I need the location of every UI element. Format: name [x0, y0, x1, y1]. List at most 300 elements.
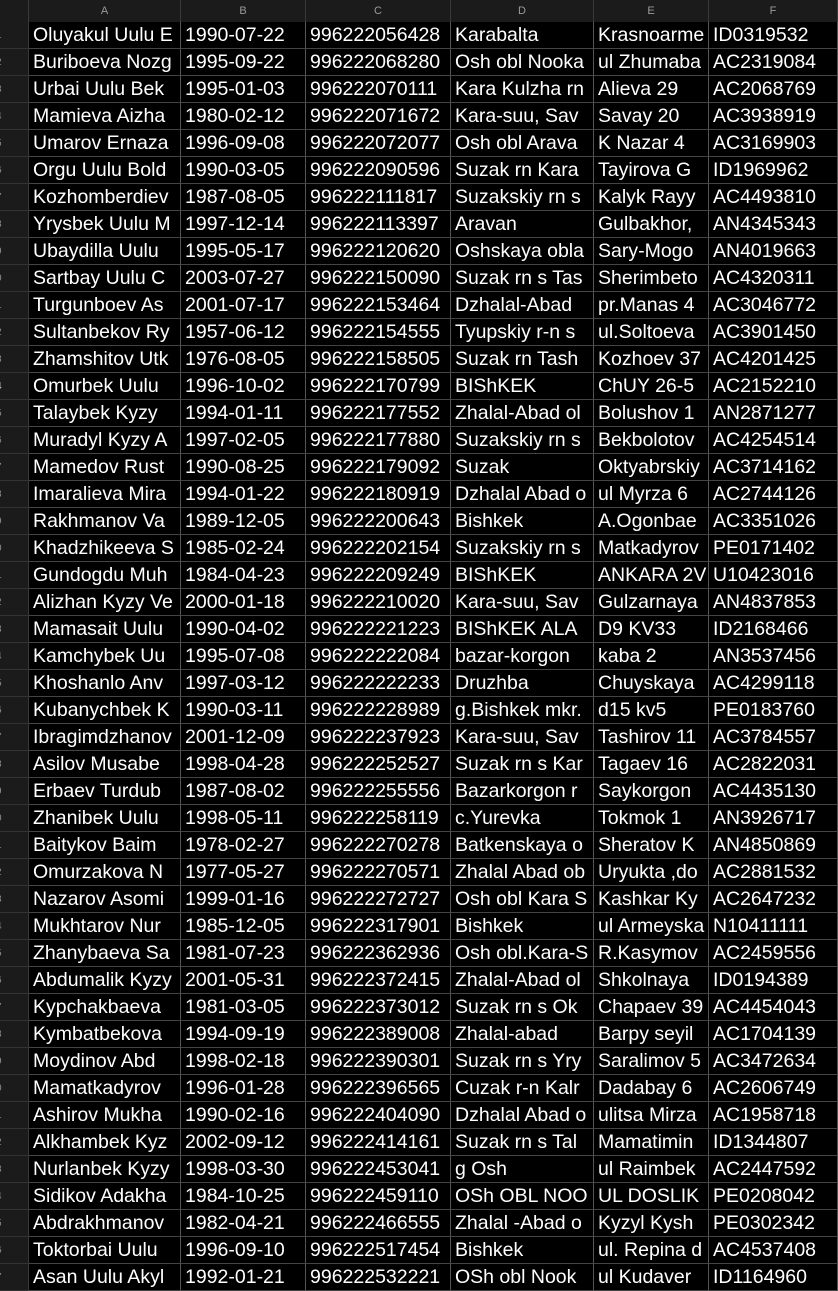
cell-birth-date[interactable]: 1998-02-18 — [181, 1048, 306, 1075]
cell-name[interactable]: Mamatkadyrov — [29, 1075, 181, 1102]
cell-phone[interactable]: 996222200643 — [306, 508, 451, 535]
cell-phone[interactable]: 996222362936 — [306, 940, 451, 967]
cell-birth-date[interactable]: 1990-08-25 — [181, 454, 306, 481]
cell-birth-date[interactable]: 1996-10-02 — [181, 373, 306, 400]
row-header[interactable] — [0, 49, 29, 76]
row-header[interactable] — [0, 751, 29, 778]
cell-birth-date[interactable]: 1998-03-30 — [181, 1156, 306, 1183]
cell-phone[interactable]: 996222068280 — [306, 49, 451, 76]
cell-document-id[interactable]: AC4454043 — [709, 994, 838, 1021]
select-all-corner[interactable] — [0, 0, 29, 22]
cell-name[interactable]: Kubanychbek K — [29, 697, 181, 724]
cell-phone[interactable]: 996222258119 — [306, 805, 451, 832]
cell-name[interactable]: Alizhan Kyzy Ve — [29, 589, 181, 616]
cell-address[interactable]: Savay 20 — [594, 103, 709, 130]
cell-birth-date[interactable]: 1990-04-02 — [181, 616, 306, 643]
cell-region[interactable]: Bishkek — [451, 913, 594, 940]
cell-region[interactable]: Zhalal-abad — [451, 1021, 594, 1048]
cell-phone[interactable]: 996222177552 — [306, 400, 451, 427]
cell-name[interactable]: Yrysbek Uulu M — [29, 211, 181, 238]
cell-phone[interactable]: 996222072077 — [306, 130, 451, 157]
row-header[interactable] — [0, 1183, 29, 1210]
cell-phone[interactable]: 996222153464 — [306, 292, 451, 319]
cell-birth-date[interactable]: 1998-04-28 — [181, 751, 306, 778]
cell-region[interactable]: Batkenskaya o — [451, 832, 594, 859]
cell-name[interactable]: Ashirov Mukha — [29, 1102, 181, 1129]
cell-document-id[interactable]: U10423016 — [709, 562, 838, 589]
cell-address[interactable]: Barpy seyil — [594, 1021, 709, 1048]
cell-document-id[interactable]: PE0171402 — [709, 535, 838, 562]
cell-address[interactable]: Alieva 29 — [594, 76, 709, 103]
cell-address[interactable]: Tayirova G — [594, 157, 709, 184]
cell-address[interactable]: ul Armeyska — [594, 913, 709, 940]
cell-birth-date[interactable]: 1994-01-22 — [181, 481, 306, 508]
cell-birth-date[interactable]: 2003-07-27 — [181, 265, 306, 292]
cell-region[interactable]: OSh OBL NOO — [451, 1183, 594, 1210]
cell-region[interactable]: Suzak rn Kara — [451, 157, 594, 184]
cell-document-id[interactable]: AC3901450 — [709, 319, 838, 346]
cell-name[interactable]: Kymbatbekova — [29, 1021, 181, 1048]
cell-region[interactable]: Karabalta — [451, 22, 594, 49]
row-header[interactable] — [0, 967, 29, 994]
cell-phone[interactable]: 996222414161 — [306, 1129, 451, 1156]
cell-birth-date[interactable]: 1990-03-05 — [181, 157, 306, 184]
cell-birth-date[interactable]: 1995-05-17 — [181, 238, 306, 265]
cell-birth-date[interactable]: 1987-08-02 — [181, 778, 306, 805]
row-header[interactable] — [0, 76, 29, 103]
row-header[interactable] — [0, 1129, 29, 1156]
cell-phone[interactable]: 996222270278 — [306, 832, 451, 859]
cell-address[interactable]: Tokmok 1 — [594, 805, 709, 832]
cell-region[interactable]: BIShKEK ALA — [451, 616, 594, 643]
cell-address[interactable]: ul Zhumaba — [594, 49, 709, 76]
cell-name[interactable]: Asilov Musabe — [29, 751, 181, 778]
cell-name[interactable]: Baitykov Baim — [29, 832, 181, 859]
cell-name[interactable]: Oluyakul Uulu E — [29, 22, 181, 49]
cell-region[interactable]: Suzak rn s Ok — [451, 994, 594, 1021]
cell-name[interactable]: Muradyl Kyzy A — [29, 427, 181, 454]
cell-region[interactable]: Dzhalal-Abad — [451, 292, 594, 319]
cell-document-id[interactable]: ID0194389 — [709, 967, 838, 994]
cell-name[interactable]: Zhamshitov Utk — [29, 346, 181, 373]
cell-region[interactable]: Zhalal-Abad ol — [451, 400, 594, 427]
cell-name[interactable]: Zhanybaeva Sa — [29, 940, 181, 967]
cell-region[interactable]: Suzakskiy rn s — [451, 427, 594, 454]
column-header-c[interactable]: C — [306, 0, 451, 22]
cell-phone[interactable]: 996222170799 — [306, 373, 451, 400]
row-header[interactable] — [0, 535, 29, 562]
cell-document-id[interactable]: AC2744126 — [709, 481, 838, 508]
cell-document-id[interactable]: AC2881532 — [709, 859, 838, 886]
cell-birth-date[interactable]: 1990-02-16 — [181, 1102, 306, 1129]
cell-name[interactable]: Khadzhikeeva S — [29, 535, 181, 562]
cell-phone[interactable]: 996222459110 — [306, 1183, 451, 1210]
cell-birth-date[interactable]: 1981-07-23 — [181, 940, 306, 967]
cell-birth-date[interactable]: 1977-05-27 — [181, 859, 306, 886]
cell-address[interactable]: Oktyabrskiy — [594, 454, 709, 481]
cell-document-id[interactable]: AC3784557 — [709, 724, 838, 751]
cell-region[interactable]: Dzhalal Abad o — [451, 481, 594, 508]
column-header-d[interactable]: D — [451, 0, 594, 22]
cell-address[interactable]: d15 kv5 — [594, 697, 709, 724]
cell-address[interactable]: Bolushov 1 — [594, 400, 709, 427]
cell-region[interactable]: Kara-suu, Sav — [451, 589, 594, 616]
row-header[interactable] — [0, 859, 29, 886]
cell-phone[interactable]: 996222517454 — [306, 1237, 451, 1264]
cell-document-id[interactable]: AC2459556 — [709, 940, 838, 967]
cell-region[interactable]: Kara-suu, Sav — [451, 103, 594, 130]
cell-address[interactable]: Kalyk Rayy — [594, 184, 709, 211]
cell-phone[interactable]: 996222158505 — [306, 346, 451, 373]
cell-region[interactable]: BIShKEK — [451, 373, 594, 400]
cell-document-id[interactable]: AC4254514 — [709, 427, 838, 454]
row-header[interactable] — [0, 454, 29, 481]
row-header[interactable] — [0, 778, 29, 805]
cell-document-id[interactable]: PE0302342 — [709, 1210, 838, 1237]
cell-birth-date[interactable]: 1987-08-05 — [181, 184, 306, 211]
cell-birth-date[interactable]: 1994-01-11 — [181, 400, 306, 427]
cell-address[interactable]: Kashkar Ky — [594, 886, 709, 913]
cell-phone[interactable]: 996222177880 — [306, 427, 451, 454]
cell-name[interactable]: Abdumalik Kyzy — [29, 967, 181, 994]
cell-document-id[interactable]: AN4345343 — [709, 211, 838, 238]
cell-name[interactable]: Urbai Uulu Bek — [29, 76, 181, 103]
row-header[interactable] — [0, 1048, 29, 1075]
cell-phone[interactable]: 996222120620 — [306, 238, 451, 265]
cell-address[interactable]: Bekbolotov — [594, 427, 709, 454]
cell-document-id[interactable]: AC4299118 — [709, 670, 838, 697]
cell-name[interactable]: Rakhmanov Va — [29, 508, 181, 535]
row-header[interactable] — [0, 157, 29, 184]
cell-document-id[interactable]: ID0319532 — [709, 22, 838, 49]
cell-birth-date[interactable]: 2001-12-09 — [181, 724, 306, 751]
cell-name[interactable]: Moydinov Abd — [29, 1048, 181, 1075]
cell-document-id[interactable]: AC2152210 — [709, 373, 838, 400]
cell-birth-date[interactable]: 1995-01-03 — [181, 76, 306, 103]
cell-name[interactable]: Omurbek Uulu — [29, 373, 181, 400]
row-header[interactable] — [0, 697, 29, 724]
cell-document-id[interactable]: AC1958718 — [709, 1102, 838, 1129]
column-header-f[interactable]: F — [709, 0, 838, 22]
row-header[interactable] — [0, 427, 29, 454]
cell-birth-date[interactable]: 2000-01-18 — [181, 589, 306, 616]
cell-phone[interactable]: 996222154555 — [306, 319, 451, 346]
cell-birth-date[interactable]: 1997-03-12 — [181, 670, 306, 697]
cell-document-id[interactable]: AC2447592 — [709, 1156, 838, 1183]
cell-birth-date[interactable]: 1984-10-25 — [181, 1183, 306, 1210]
cell-document-id[interactable]: PE0208042 — [709, 1183, 838, 1210]
cell-document-id[interactable]: AC2319084 — [709, 49, 838, 76]
cell-region[interactable]: Osh obl Kara S — [451, 886, 594, 913]
row-header[interactable] — [0, 616, 29, 643]
cell-birth-date[interactable]: 1957-06-12 — [181, 319, 306, 346]
cell-phone[interactable]: 996222237923 — [306, 724, 451, 751]
cell-region[interactable]: Druzhba — [451, 670, 594, 697]
cell-name[interactable]: Ubaydilla Uulu — [29, 238, 181, 265]
cell-address[interactable]: Saralimov 5 — [594, 1048, 709, 1075]
cell-birth-date[interactable]: 1978-02-27 — [181, 832, 306, 859]
cell-document-id[interactable]: AC2822031 — [709, 751, 838, 778]
cell-birth-date[interactable]: 1994-09-19 — [181, 1021, 306, 1048]
cell-birth-date[interactable]: 1990-07-22 — [181, 22, 306, 49]
cell-name[interactable]: Mukhtarov Nur — [29, 913, 181, 940]
row-header[interactable] — [0, 373, 29, 400]
row-header[interactable] — [0, 211, 29, 238]
cell-phone[interactable]: 996222404090 — [306, 1102, 451, 1129]
cell-phone[interactable]: 996222071672 — [306, 103, 451, 130]
cell-region[interactable]: Bishkek — [451, 1237, 594, 1264]
cell-address[interactable]: Dadabay 6 — [594, 1075, 709, 1102]
cell-region[interactable]: Zhalal -Abad o — [451, 1210, 594, 1237]
cell-address[interactable]: K Nazar 4 — [594, 130, 709, 157]
cell-birth-date[interactable]: 1997-12-14 — [181, 211, 306, 238]
cell-region[interactable]: Suzakskiy rn s — [451, 184, 594, 211]
cell-address[interactable]: ul Myrza 6 — [594, 481, 709, 508]
cell-name[interactable]: Nurlanbek Kyzy — [29, 1156, 181, 1183]
cell-address[interactable]: ulitsa Mirza — [594, 1102, 709, 1129]
cell-name[interactable]: Mamedov Rust — [29, 454, 181, 481]
row-header[interactable] — [0, 670, 29, 697]
cell-name[interactable]: Asan Uulu Akyl — [29, 1264, 181, 1291]
cell-region[interactable]: Oshskaya obla — [451, 238, 594, 265]
cell-name[interactable]: Kamchybek Uu — [29, 643, 181, 670]
cell-phone[interactable]: 996222252527 — [306, 751, 451, 778]
cell-document-id[interactable]: AC2647232 — [709, 886, 838, 913]
cell-region[interactable]: Kara-suu, Sav — [451, 724, 594, 751]
cell-address[interactable]: A.Ogonbae — [594, 508, 709, 535]
cell-document-id[interactable]: AC3472634 — [709, 1048, 838, 1075]
cell-address[interactable]: ANKARA 2V — [594, 562, 709, 589]
cell-birth-date[interactable]: 2001-05-31 — [181, 967, 306, 994]
cell-address[interactable]: pr.Manas 4 — [594, 292, 709, 319]
row-header[interactable] — [0, 643, 29, 670]
cell-name[interactable]: Mamieva Aizha — [29, 103, 181, 130]
row-header[interactable] — [0, 1156, 29, 1183]
cell-region[interactable]: Suzak — [451, 454, 594, 481]
cell-document-id[interactable]: AC4435130 — [709, 778, 838, 805]
cell-document-id[interactable]: AC3351026 — [709, 508, 838, 535]
cell-address[interactable]: Shkolnaya — [594, 967, 709, 994]
row-header[interactable] — [0, 319, 29, 346]
cell-document-id[interactable]: AN4019663 — [709, 238, 838, 265]
cell-document-id[interactable]: AC4201425 — [709, 346, 838, 373]
cell-phone[interactable]: 996222180919 — [306, 481, 451, 508]
row-header[interactable] — [0, 22, 29, 49]
cell-birth-date[interactable]: 1995-09-22 — [181, 49, 306, 76]
cell-address[interactable]: Gulbakhor, — [594, 211, 709, 238]
cell-name[interactable]: Kypchakbaeva — [29, 994, 181, 1021]
cell-phone[interactable]: 996222113397 — [306, 211, 451, 238]
cell-name[interactable]: Gundogdu Muh — [29, 562, 181, 589]
cell-address[interactable]: ChUY 26-5 — [594, 373, 709, 400]
cell-region[interactable]: Suzak rn Tash — [451, 346, 594, 373]
cell-address[interactable]: ul Kudaver — [594, 1264, 709, 1291]
cell-phone[interactable]: 996222270571 — [306, 859, 451, 886]
cell-region[interactable]: Suzakskiy rn s — [451, 535, 594, 562]
row-header[interactable] — [0, 346, 29, 373]
cell-phone[interactable]: 996222056428 — [306, 22, 451, 49]
cell-document-id[interactable]: N10411111 — [709, 913, 838, 940]
cell-region[interactable]: g.Bishkek mkr. — [451, 697, 594, 724]
row-header[interactable] — [0, 994, 29, 1021]
row-header[interactable] — [0, 400, 29, 427]
row-header[interactable] — [0, 913, 29, 940]
row-header[interactable] — [0, 1264, 29, 1291]
row-header[interactable] — [0, 130, 29, 157]
cell-birth-date[interactable]: 1985-12-05 — [181, 913, 306, 940]
cell-name[interactable]: Turgunboev As — [29, 292, 181, 319]
cell-region[interactable]: Osh obl Nooka — [451, 49, 594, 76]
row-header[interactable] — [0, 1210, 29, 1237]
row-header[interactable] — [0, 292, 29, 319]
cell-document-id[interactable]: AC2068769 — [709, 76, 838, 103]
cell-document-id[interactable]: AN4837853 — [709, 589, 838, 616]
cell-document-id[interactable]: AC4493810 — [709, 184, 838, 211]
cell-phone[interactable]: 996222202154 — [306, 535, 451, 562]
row-header[interactable] — [0, 103, 29, 130]
cell-document-id[interactable]: AC4537408 — [709, 1237, 838, 1264]
row-header[interactable] — [0, 805, 29, 832]
cell-region[interactable]: Suzak rn s Yry — [451, 1048, 594, 1075]
row-header[interactable] — [0, 886, 29, 913]
cell-name[interactable]: Nazarov Asomi — [29, 886, 181, 913]
cell-name[interactable]: Mamasait Uulu — [29, 616, 181, 643]
cell-document-id[interactable]: PE0183760 — [709, 697, 838, 724]
cell-address[interactable]: Tashirov 11 — [594, 724, 709, 751]
cell-address[interactable]: Chuyskaya — [594, 670, 709, 697]
cell-region[interactable]: Osh obl.Kara-S — [451, 940, 594, 967]
cell-phone[interactable]: 996222389008 — [306, 1021, 451, 1048]
cell-address[interactable]: Kozhoev 37 — [594, 346, 709, 373]
cell-region[interactable]: Suzak rn s Tal — [451, 1129, 594, 1156]
cell-phone[interactable]: 996222228989 — [306, 697, 451, 724]
cell-region[interactable]: Zhalal Abad ob — [451, 859, 594, 886]
row-header[interactable] — [0, 589, 29, 616]
cell-name[interactable]: Sidikov Adakha — [29, 1183, 181, 1210]
cell-birth-date[interactable]: 1976-08-05 — [181, 346, 306, 373]
cell-region[interactable]: Osh obl Arava — [451, 130, 594, 157]
cell-birth-date[interactable]: 1999-01-16 — [181, 886, 306, 913]
column-header-e[interactable]: E — [594, 0, 709, 22]
cell-name[interactable]: Omurzakova N — [29, 859, 181, 886]
cell-address[interactable]: ul Raimbek — [594, 1156, 709, 1183]
cell-address[interactable]: Kyzyl Kysh — [594, 1210, 709, 1237]
cell-phone[interactable]: 996222272727 — [306, 886, 451, 913]
cell-region[interactable]: Bazarkorgon r — [451, 778, 594, 805]
cell-document-id[interactable]: AC2606749 — [709, 1075, 838, 1102]
cell-phone[interactable]: 996222222233 — [306, 670, 451, 697]
cell-document-id[interactable]: AN3926717 — [709, 805, 838, 832]
cell-document-id[interactable]: ID1164960 — [709, 1264, 838, 1291]
cell-address[interactable]: UL DOSLIK — [594, 1183, 709, 1210]
cell-birth-date[interactable]: 1982-04-21 — [181, 1210, 306, 1237]
cell-phone[interactable]: 996222150090 — [306, 265, 451, 292]
cell-document-id[interactable]: AC3169903 — [709, 130, 838, 157]
cell-phone[interactable]: 996222396565 — [306, 1075, 451, 1102]
cell-address[interactable]: D9 KV33 — [594, 616, 709, 643]
cell-name[interactable]: Khoshanlo Anv — [29, 670, 181, 697]
row-header[interactable] — [0, 1075, 29, 1102]
cell-phone[interactable]: 996222372415 — [306, 967, 451, 994]
row-header[interactable] — [0, 481, 29, 508]
cell-address[interactable]: R.Kasymov — [594, 940, 709, 967]
cell-phone[interactable]: 996222222084 — [306, 643, 451, 670]
row-header[interactable] — [0, 562, 29, 589]
cell-birth-date[interactable]: 1984-04-23 — [181, 562, 306, 589]
cell-address[interactable]: Tagaev 16 — [594, 751, 709, 778]
row-header[interactable] — [0, 265, 29, 292]
cell-name[interactable]: Umarov Ernaza — [29, 130, 181, 157]
cell-birth-date[interactable]: 1981-03-05 — [181, 994, 306, 1021]
cell-region[interactable]: Suzak rn s Tas — [451, 265, 594, 292]
cell-region[interactable]: c.Yurevka — [451, 805, 594, 832]
cell-address[interactable]: Chapaev 39 — [594, 994, 709, 1021]
cell-phone[interactable]: 996222209249 — [306, 562, 451, 589]
cell-name[interactable]: Imaralieva Mira — [29, 481, 181, 508]
cell-birth-date[interactable]: 1985-02-24 — [181, 535, 306, 562]
cell-region[interactable]: BIShKEK — [451, 562, 594, 589]
row-header[interactable] — [0, 724, 29, 751]
cell-phone[interactable]: 996222070111 — [306, 76, 451, 103]
cell-region[interactable]: Bishkek — [451, 508, 594, 535]
cell-name[interactable]: Orgu Uulu Bold — [29, 157, 181, 184]
cell-document-id[interactable]: ID1344807 — [709, 1129, 838, 1156]
cell-birth-date[interactable]: 1996-01-28 — [181, 1075, 306, 1102]
row-header[interactable] — [0, 1237, 29, 1264]
cell-region[interactable]: OSh obl Nook — [451, 1264, 594, 1291]
row-header[interactable] — [0, 238, 29, 265]
cell-address[interactable]: Uryukta ,do — [594, 859, 709, 886]
cell-address[interactable]: Matkadyrov — [594, 535, 709, 562]
cell-name[interactable]: Sultanbekov Ry — [29, 319, 181, 346]
cell-address[interactable]: ul. Repina d — [594, 1237, 709, 1264]
cell-address[interactable]: kaba 2 — [594, 643, 709, 670]
cell-document-id[interactable]: AN4850869 — [709, 832, 838, 859]
cell-name[interactable]: Kozhomberdiev — [29, 184, 181, 211]
cell-birth-date[interactable]: 1990-03-11 — [181, 697, 306, 724]
cell-document-id[interactable]: ID2168466 — [709, 616, 838, 643]
row-header[interactable] — [0, 940, 29, 967]
cell-address[interactable]: Saykorgon — [594, 778, 709, 805]
cell-document-id[interactable]: AC1704139 — [709, 1021, 838, 1048]
column-header-a[interactable]: A — [29, 0, 181, 22]
cell-phone[interactable]: 996222179092 — [306, 454, 451, 481]
cell-name[interactable]: Erbaev Turdub — [29, 778, 181, 805]
cell-birth-date[interactable]: 1995-07-08 — [181, 643, 306, 670]
cell-region[interactable]: Tyupskiy r-n s — [451, 319, 594, 346]
cell-birth-date[interactable]: 2001-07-17 — [181, 292, 306, 319]
cell-phone[interactable]: 996222390301 — [306, 1048, 451, 1075]
row-header[interactable] — [0, 184, 29, 211]
cell-name[interactable]: Ibragimdzhanov — [29, 724, 181, 751]
cell-birth-date[interactable]: 1996-09-08 — [181, 130, 306, 157]
cell-phone[interactable]: 996222255556 — [306, 778, 451, 805]
cell-region[interactable]: Dzhalal Abad o — [451, 1102, 594, 1129]
column-header-b[interactable]: B — [181, 0, 306, 22]
cell-name[interactable]: Sartbay Uulu C — [29, 265, 181, 292]
cell-address[interactable]: Sheratov K — [594, 832, 709, 859]
cell-phone[interactable]: 996222532221 — [306, 1264, 451, 1291]
cell-birth-date[interactable]: 1989-12-05 — [181, 508, 306, 535]
cell-name[interactable]: Toktorbai Uulu — [29, 1237, 181, 1264]
cell-document-id[interactable]: ID1969962 — [709, 157, 838, 184]
cell-document-id[interactable]: AC3046772 — [709, 292, 838, 319]
cell-name[interactable]: Abdrakhmanov — [29, 1210, 181, 1237]
cell-phone[interactable]: 996222210020 — [306, 589, 451, 616]
cell-birth-date[interactable]: 1996-09-10 — [181, 1237, 306, 1264]
cell-name[interactable]: Buriboeva Nozg — [29, 49, 181, 76]
cell-region[interactable]: Suzak rn s Kar — [451, 751, 594, 778]
